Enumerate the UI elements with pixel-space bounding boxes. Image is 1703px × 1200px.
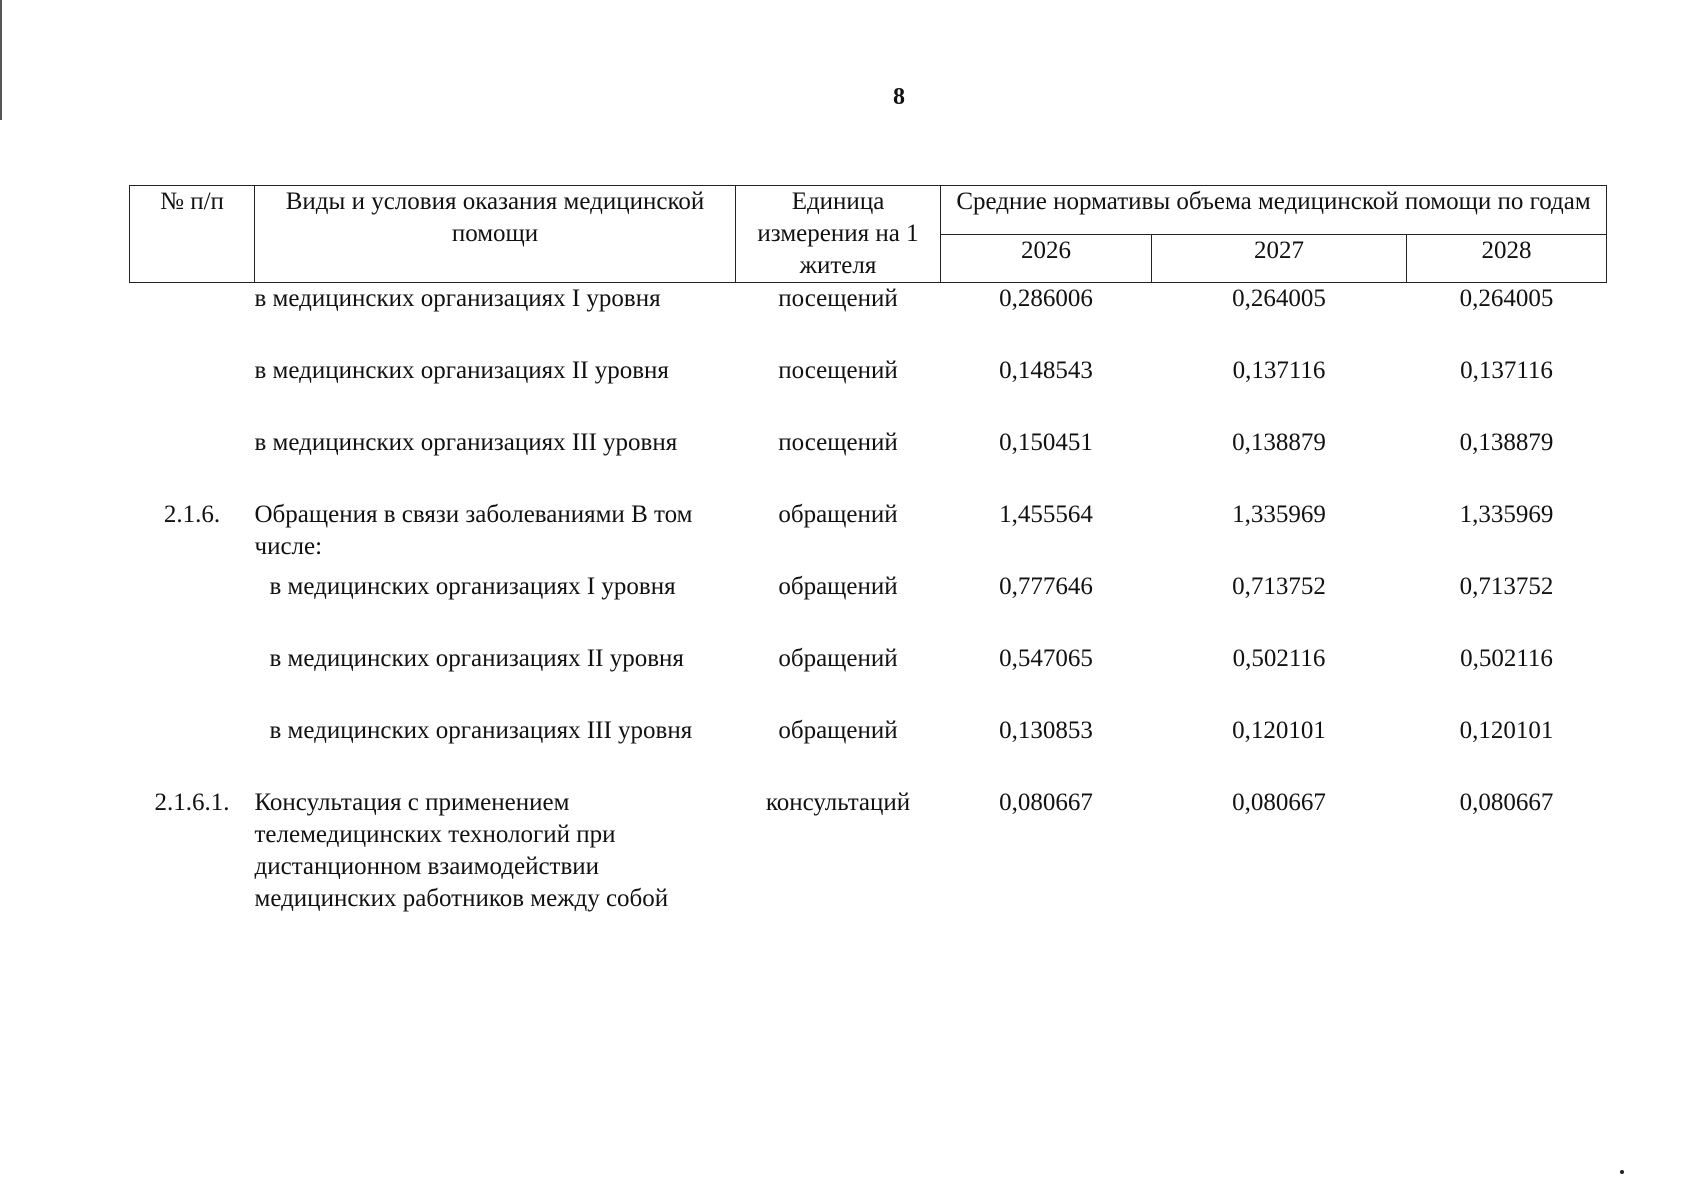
row-value-2027: 1,335969 (1232, 501, 1326, 528)
table-row (130, 427, 1607, 499)
row-unit: обращений (778, 573, 898, 600)
page-number: 8 (893, 84, 905, 110)
row-name: Обращения в связи заболеваниями В том числе: (254, 501, 693, 560)
row-unit: обращений (778, 645, 898, 672)
row-num (130, 571, 255, 643)
row-value-2027: 0,502116 (1232, 645, 1326, 672)
row-name: в медицинских организациях II уровня (269, 645, 684, 672)
row-unit: обращений (778, 501, 898, 528)
row-value-2027: 0,138879 (1232, 429, 1326, 456)
row-value-2026: 0,547065 (999, 645, 1093, 672)
norms-table (129, 185, 1607, 962)
row-value-2028: 0,120101 (1459, 717, 1554, 744)
row-value-2026: 1,455564 (999, 501, 1093, 528)
row-unit: посещений (778, 285, 898, 312)
row-name: в медицинских организациях III уровня (254, 429, 678, 456)
row-num (130, 715, 255, 787)
row-num (130, 283, 255, 356)
row-name: в медицинских организациях III уровня (269, 717, 693, 744)
row-value-2027: 0,080667 (1232, 789, 1326, 816)
table-row (130, 643, 1607, 715)
row-name: в медицинских организациях I уровня (254, 285, 661, 312)
row-unit: консультаций (765, 789, 911, 816)
row-value-2026: 0,080667 (999, 789, 1093, 816)
row-value-2026: 0,777646 (999, 573, 1093, 600)
row-value-2026: 0,130853 (999, 717, 1093, 744)
row-num: 2.1.6. (163, 501, 221, 528)
row-name: в медицинских организациях I уровня (269, 573, 676, 600)
table-row (130, 355, 1607, 427)
table-row (130, 715, 1607, 787)
table-header-row (130, 186, 1607, 235)
row-value-2028: 0,713752 (1459, 573, 1554, 600)
row-value-2028: 0,137116 (1460, 357, 1553, 384)
row-name: в медицинских организациях II уровня (254, 357, 669, 384)
row-value-2026: 0,148543 (999, 357, 1093, 384)
row-name: Консультация с применением телемедицинских технологий при дистанционном взаимодействии медицинских работников между собой (254, 789, 669, 912)
row-value-2028: 0,138879 (1459, 429, 1554, 456)
table-row (130, 571, 1607, 643)
row-value-2027: 0,120101 (1232, 717, 1326, 744)
table-row (130, 787, 1607, 962)
row-value-2026: 0,150451 (999, 429, 1093, 456)
row-num (130, 643, 255, 715)
header-year-2027: 2027 (1152, 234, 1407, 283)
row-unit: посещений (778, 357, 898, 384)
row-num: 2.1.6.1. (154, 789, 230, 816)
row-num (130, 355, 255, 427)
row-unit: посещений (778, 429, 898, 456)
header-year-2026: 2026 (941, 234, 1152, 283)
header-num: № п/п (130, 186, 255, 283)
row-value-2026: 0,286006 (999, 285, 1093, 312)
header-unit: Единица измерения на 1 жителя (736, 186, 941, 283)
scan-speck (1620, 1170, 1624, 1174)
row-unit: обращений (778, 717, 898, 744)
row-value-2028: 0,502116 (1460, 645, 1553, 672)
row-value-2027: 0,137116 (1232, 357, 1326, 384)
header-name: Виды и условия оказания медицинской помощи (255, 186, 736, 283)
row-value-2028: 0,264005 (1459, 285, 1554, 312)
header-year-2028: 2028 (1407, 234, 1607, 283)
header-norms: Средние нормативы объема медицинской помощи по годам (941, 186, 1607, 235)
row-value-2028: 0,080667 (1459, 789, 1554, 816)
row-value-2027: 0,713752 (1232, 573, 1326, 600)
row-value-2028: 1,335969 (1459, 501, 1554, 528)
table-row (130, 283, 1607, 356)
row-num (130, 427, 255, 499)
table-row (130, 499, 1607, 571)
row-value-2027: 0,264005 (1232, 285, 1326, 312)
